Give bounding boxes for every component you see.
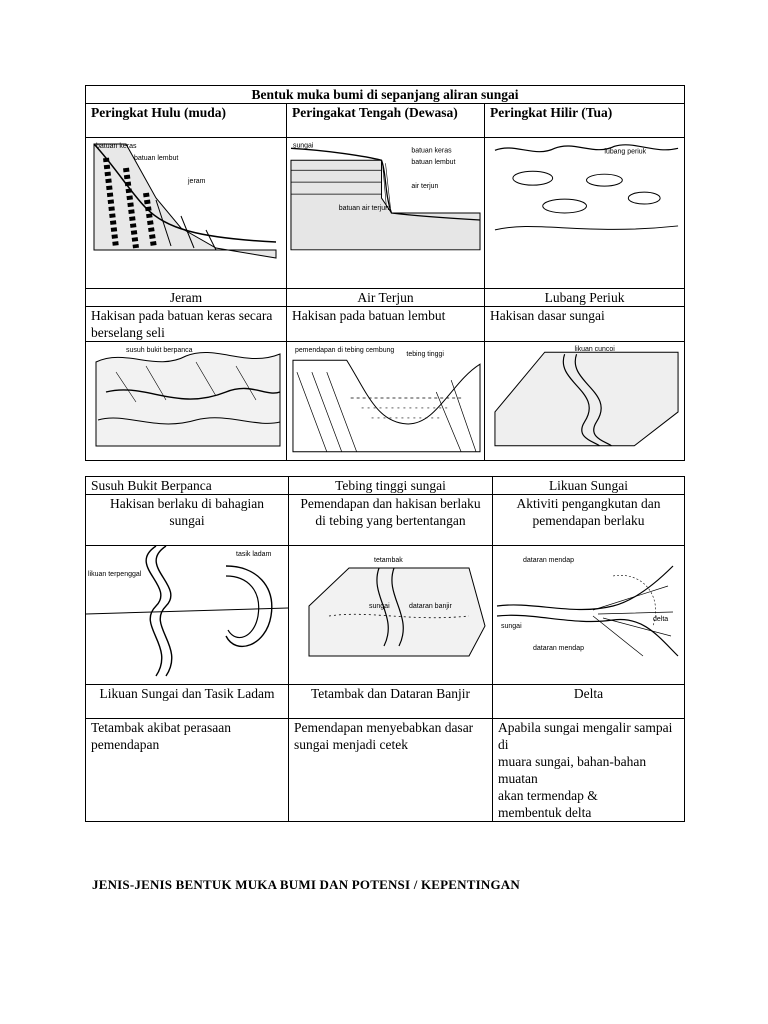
sketch-likuan-cell [485,342,685,461]
label-tebing-tinggi: tebing tinggi [406,351,444,359]
sketch-jeram [86,138,286,288]
label-batuan-lembut-2: batuan lembut [411,159,456,167]
t2-desc-susuh-bukit: Hakisan berlaku di bahagian sungai [86,495,289,546]
label-susuh-bukit: susuh bukit berpanca [126,347,193,354]
label-batuan-keras: batuan keras [96,143,137,150]
sketch-lubang-periuk [485,138,684,288]
sketch-tasik-ladam-cell [86,546,289,685]
header-tengah: Peringakat Tengah (Dewasa) [287,104,485,138]
label-batuan-air-terjun: batuan air terjun [338,205,390,213]
sketch-tasik-ladam [86,546,288,684]
t2-desc-tebing-tinggi: Pemendapan dan hakisan berlaku di tebing yang bertentangan [289,495,493,546]
label-sungai-2: sungai [369,603,390,610]
name-air-terjun: Air Terjun [287,289,485,307]
landform-table-2 [85,476,685,822]
sketch-tetambak-cell [289,546,493,685]
t2-name-susuh-bukit: Susuh Bukit Berpanca [86,477,289,495]
t2-name-tetambak: Tetambak dan Dataran Banjir [289,685,493,719]
sketch-tebing-tinggi [287,342,484,460]
desc-jeram: Hakisan pada batuan keras secara berselang seli [86,307,287,342]
sketch-likuan [485,342,684,460]
label-jeram: jeram [188,178,206,185]
t2-desc-likuan: Aktiviti pengangkutan dan pemendapan berlaku [493,495,685,546]
label-air-terjun: air terjun [411,183,439,191]
label-tetambak: tetambak [374,557,403,564]
section-heading: JENIS-JENIS BENTUK MUKA BUMI DAN POTENSI / KEPENTINGAN [92,877,520,892]
label-tasik-ladam: tasik ladam [236,551,272,558]
sketch-lubang-periuk-cell [485,138,685,289]
t2-name-likuan: Likuan Sungai [493,477,685,495]
label-dataran-mendap-2: dataran mendap [533,645,584,652]
sketch-delta-cell [493,546,685,685]
sketch-tebing-tinggi-cell [287,342,485,461]
label-likuan-cuncoi: likuan cuncoi [574,346,615,354]
label-dataran-mendap: dataran mendap [523,557,574,564]
t2-name-delta: Delta [493,685,685,719]
t2-desc-delta: Apabila sungai mengalir sampai di muara sungai, bahan-bahan muatan akan termendap & membentuk delta [493,719,685,822]
label-pemendapan: pemendapan di tebing cembung [294,347,395,355]
desc-air-terjun: Hakisan pada batuan lembut [287,307,485,342]
sketch-tetambak [289,546,492,684]
sketch-jeram-cell [86,138,287,289]
sketch-susuh-bukit-cell [86,342,287,461]
label-likuan-terpenggal: likuan terpenggal [88,571,142,578]
landform-table-1 [85,85,685,461]
name-jeram: Jeram [86,289,287,307]
label-delta: delta [653,616,669,623]
t2-name-tebing-tinggi: Tebing tinggi sungai [289,477,493,495]
label-sungai: sungai [292,142,314,150]
sketch-delta [493,546,684,684]
table-title: Bentuk muka bumi di sepanjang aliran sungai [86,86,685,104]
header-hulu: Peringkat Hulu (muda) [86,104,287,138]
name-lubang-periuk: Lubang Periuk [485,289,685,307]
t2-desc-tetambak: Pemendapan menyebabkan dasar sungai menjadi cetek [289,719,493,822]
label-sungai-3: sungai [501,623,522,630]
sketch-air-terjun-cell [287,138,485,289]
label-dataran-banjir: dataran banjir [409,603,452,610]
sketch-susuh-bukit [86,342,286,460]
sketch-air-terjun [287,138,484,288]
t2-name-tasik-ladam: Likuan Sungai dan Tasik Ladam [86,685,289,719]
label-lubang-periuk: lubang periuk [604,148,647,156]
label-batuan-keras-2: batuan keras [411,147,452,155]
desc-lubang-periuk: Hakisan dasar sungai [485,307,685,342]
label-batuan-lembut: batuan lembut [134,155,179,162]
t2-desc-tasik-ladam: Tetambak akibat perasaan pemendapan [86,719,289,822]
header-hilir: Peringkat Hilir (Tua) [485,104,685,138]
